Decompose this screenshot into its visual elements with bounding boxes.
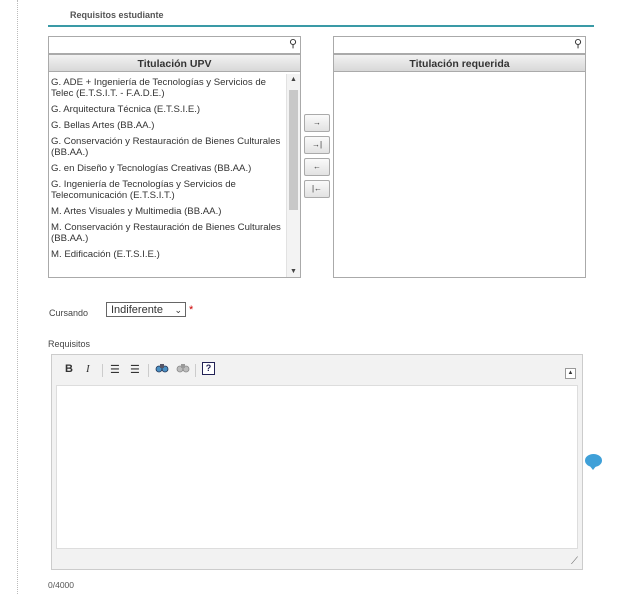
scroll-up-icon[interactable]: ▲ <box>290 76 297 83</box>
move-all-left-button[interactable]: |← <box>304 180 330 198</box>
list-item[interactable]: G. Ingeniería de Tecnologías y Servicios de Telecomunicación (E.T.S.I.T.) <box>51 179 236 201</box>
scroll-down-icon[interactable]: ▼ <box>290 268 297 275</box>
search-icon[interactable]: ⚲ <box>288 38 297 50</box>
list-items <box>49 74 286 277</box>
chat-bubble-icon[interactable] <box>585 454 602 467</box>
help-icon[interactable]: ? <box>202 362 215 375</box>
list-item[interactable]: G. Conservación y Restauración de Bienes Culturales (BB.AA.) <box>51 136 281 158</box>
collapse-toolbar-icon[interactable]: ▲ <box>565 368 576 379</box>
list-header: Titulación UPV <box>48 54 301 72</box>
list-item[interactable]: M. Conservación y Restauración de Bienes Culturales (BB.AA.) <box>51 222 281 244</box>
search-icon[interactable]: ⚲ <box>573 38 582 50</box>
move-all-right-button[interactable]: →| <box>304 136 330 154</box>
character-counter: 0/4000 <box>48 580 74 590</box>
list-item[interactable]: M. Edificación (E.T.S.I.E.) <box>51 249 160 260</box>
list-header: Titulación requerida <box>333 54 586 72</box>
toolbar-separator <box>148 364 149 377</box>
list-item[interactable]: G. Bellas Artes (BB.AA.) <box>51 120 155 131</box>
left-search-input[interactable] <box>48 36 301 54</box>
resize-grip-icon[interactable]: ⟋ <box>571 556 578 567</box>
section-divider <box>48 25 594 27</box>
list-item[interactable]: G. ADE + Ingeniería de Tecnologías y Servicios de Telec (E.T.S.I.T. - F.A.D.E.) <box>51 77 267 99</box>
spellcheck-icon[interactable] <box>155 361 169 378</box>
bold-button[interactable]: B <box>65 363 73 375</box>
requisitos-label: Requisitos <box>48 339 91 349</box>
move-right-button[interactable]: → <box>304 114 330 132</box>
page-left-guide <box>17 0 18 594</box>
requisitos-textarea[interactable] <box>56 385 578 549</box>
numbered-list-icon[interactable]: ☰ <box>110 364 120 376</box>
move-left-button[interactable]: ← <box>304 158 330 176</box>
titulacion-upv-list[interactable] <box>48 54 301 278</box>
list-item[interactable]: G. en Diseño y Tecnologías Creativas (BB.AA.) <box>51 163 252 174</box>
section-title: Requisitos estudiante <box>70 10 164 20</box>
rich-text-editor[interactable] <box>51 354 583 570</box>
bullet-list-icon[interactable]: ☰ <box>130 364 140 376</box>
toolbar-separator <box>102 364 103 377</box>
vertical-scrollbar[interactable] <box>286 74 300 277</box>
cursando-value: Indiferente <box>111 304 163 316</box>
list-item[interactable]: G. Arquitectura Técnica (E.T.S.I.E.) <box>51 104 201 115</box>
list-item[interactable]: M. Artes Visuales y Multimedia (BB.AA.) <box>51 206 222 217</box>
scrollbar-thumb[interactable] <box>289 90 298 210</box>
chevron-down-icon: ⌄ <box>174 305 182 315</box>
find-icon[interactable] <box>176 361 190 378</box>
italic-button[interactable]: I <box>86 363 90 375</box>
cursando-select[interactable] <box>106 302 186 317</box>
editor-toolbar <box>52 355 582 385</box>
required-marker: * <box>189 304 194 316</box>
toolbar-separator <box>195 364 196 377</box>
cursando-label: Cursando <box>49 308 89 318</box>
right-search-input[interactable] <box>333 36 586 54</box>
titulacion-requerida-list[interactable] <box>333 54 586 278</box>
